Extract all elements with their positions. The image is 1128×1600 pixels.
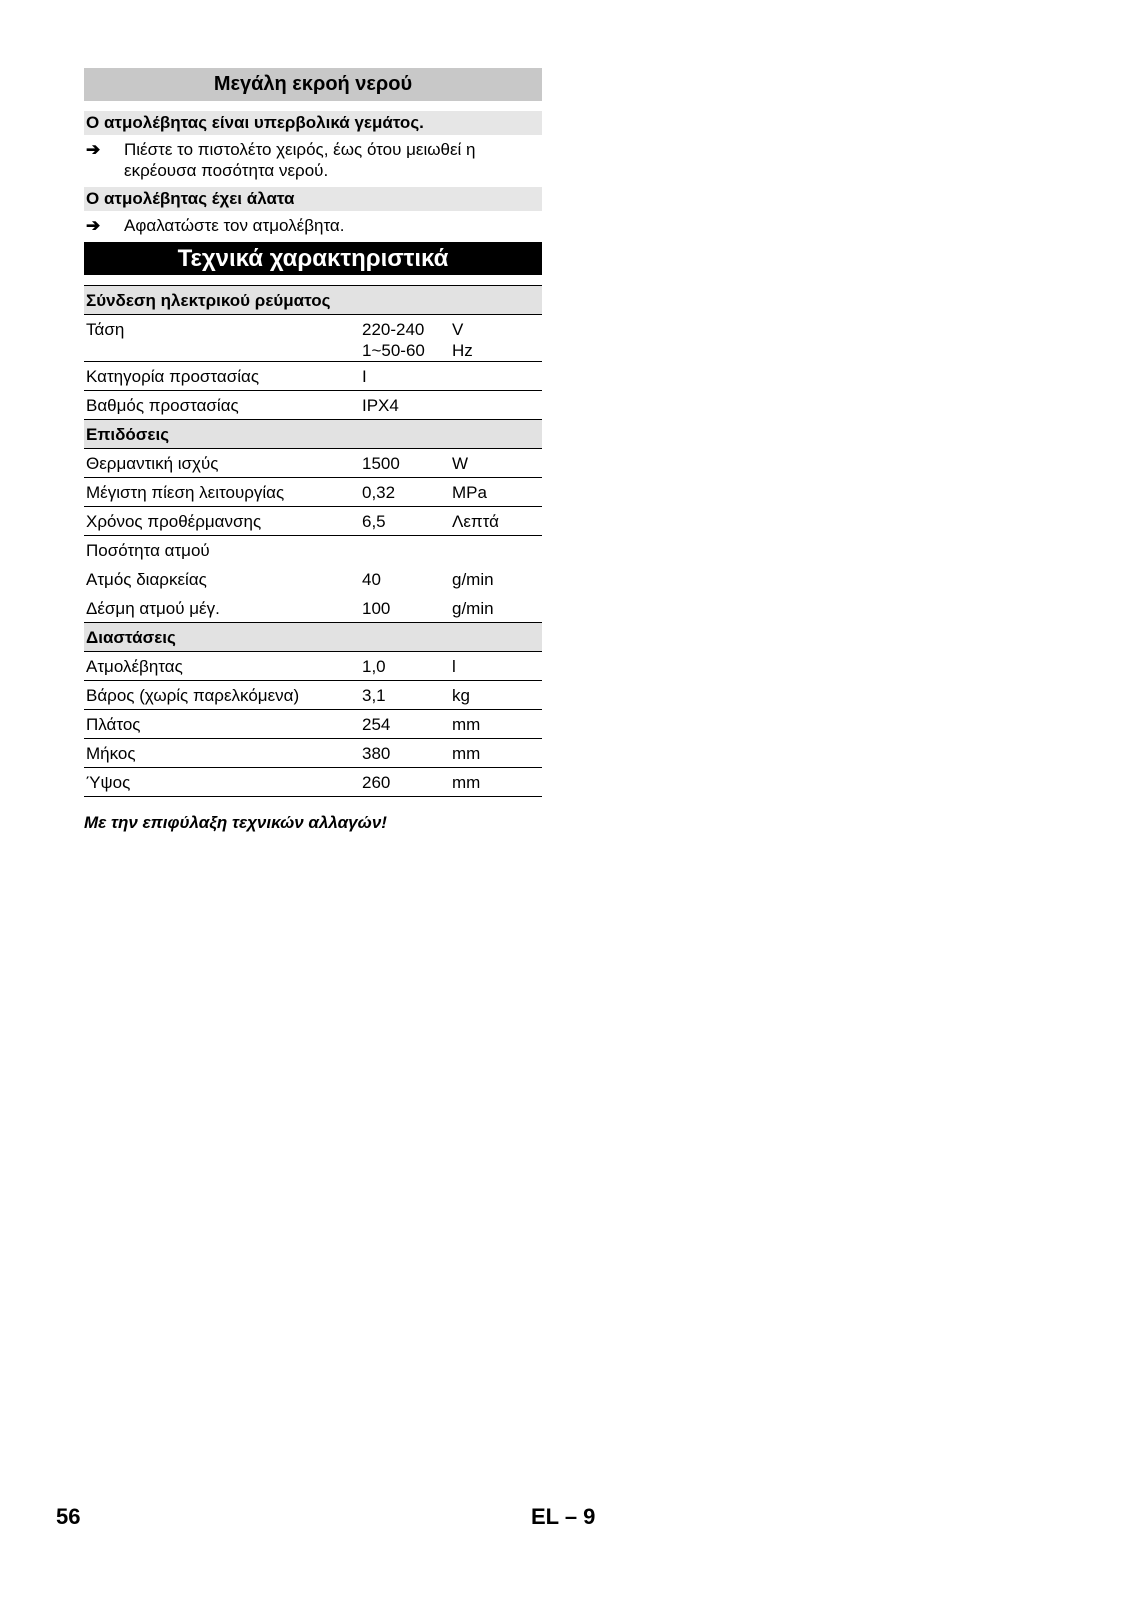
spec-unit (450, 315, 542, 362)
spec-label: Ατμός διαρκείας (86, 569, 207, 589)
spec-unit: l (450, 652, 542, 681)
spec-label: Βάρος (χωρίς παρελκόμενα) (84, 681, 360, 710)
spec-unit (450, 391, 542, 420)
spec-value: 1,0 (360, 652, 450, 681)
spec-unit: W (450, 449, 542, 478)
spec-value: 40 (362, 569, 381, 589)
spec-row (84, 478, 542, 507)
spec-unit (450, 362, 542, 391)
spec-label: Τάση (84, 315, 360, 362)
spec-label: Κατηγορία προστασίας (84, 362, 360, 391)
technical-changes-note: Με την επιφύλαξη τεχνικών αλλαγών! (84, 813, 387, 832)
spec-label: Δέσμη ατμού μέγ. (86, 598, 220, 618)
spec-row (84, 507, 542, 536)
spec-unit: kg (450, 681, 542, 710)
spec-row (84, 362, 542, 391)
language-page-label: EL – 9 (531, 1504, 596, 1529)
spec-value: 260 (360, 768, 450, 797)
spec-group-title: Επιδόσεις (84, 420, 542, 449)
spec-unit: g/min (452, 569, 494, 589)
spec-value: 254 (360, 710, 450, 739)
fault-title: Ο ατμολέβητας είναι υπερβολικά γεμάτος. (84, 111, 542, 135)
troubleshooting-header: Μεγάλη εκροή νερού (84, 68, 542, 101)
spec-row (84, 710, 542, 739)
spec-row (84, 536, 542, 565)
spec-row (84, 449, 542, 478)
spec-group-title: Σύνδεση ηλεκτρικού ρεύματος (84, 286, 542, 315)
spec-row (84, 594, 542, 623)
spec-label: Μέγιστη πίεση λειτουργίας (84, 478, 360, 507)
spec-value-line: 1~50-60 (362, 341, 425, 360)
spec-unit: g/min (452, 598, 494, 618)
spec-value (360, 315, 450, 362)
arrow-right-icon: ➔ (86, 216, 101, 235)
spec-value: I (360, 362, 450, 391)
spec-label: Ποσότητα ατμού (86, 541, 210, 560)
spec-value: 0,32 (360, 478, 450, 507)
spec-value: 100 (362, 598, 391, 618)
spec-unit: mm (450, 768, 542, 797)
remedy-text: Πιέστε το πιστολέτο χειρός, έως ότου μειωθεί η εκρέουσα ποσότητα νερού. (124, 140, 476, 180)
spec-label: Θερμαντική ισχύς (84, 449, 360, 478)
spec-label: Ατμολέβητας (84, 652, 360, 681)
arrow-right-icon: ➔ (86, 140, 101, 159)
spec-value-line: 220-240 (362, 320, 425, 339)
spec-unit: mm (450, 739, 542, 768)
spec-unit: MPa (450, 478, 542, 507)
spec-label: Μήκος (84, 739, 360, 768)
spec-value: 1500 (360, 449, 450, 478)
spec-unit-line: Hz (452, 341, 473, 360)
remedy-text: Αφαλατώστε τον ατμολέβητα. (124, 216, 345, 235)
content-column (84, 68, 542, 833)
spec-value: 6,5 (360, 507, 450, 536)
spec-label: Πλάτος (84, 710, 360, 739)
spec-value: 3,1 (360, 681, 450, 710)
spec-row (84, 739, 542, 768)
page-number: 56 (56, 1504, 81, 1529)
tech-specs-header: Τεχνικά χαρακτηριστικά (84, 242, 542, 275)
fault-title: Ο ατμολέβητας έχει άλατα (84, 187, 542, 211)
spec-group-row (84, 623, 542, 652)
spec-label: Χρόνος προθέρμανσης (84, 507, 360, 536)
spec-row (84, 315, 542, 362)
remedy-item (84, 215, 542, 236)
spec-unit (450, 536, 542, 565)
spec-group-row (84, 286, 542, 315)
spec-row (84, 565, 542, 594)
spec-row (84, 652, 542, 681)
spec-unit-line: V (452, 320, 464, 339)
spec-value: 380 (360, 739, 450, 768)
spec-row (84, 391, 542, 420)
spec-group-row (84, 420, 542, 449)
spec-value: IPX4 (362, 396, 399, 415)
remedy-item (84, 139, 542, 181)
spec-row (84, 681, 542, 710)
spec-group-title: Διαστάσεις (84, 623, 542, 652)
spec-label: Ύψος (84, 768, 360, 797)
spec-unit: mm (450, 710, 542, 739)
spec-label: Βαθμός προστασίας (86, 396, 239, 415)
specs-table (84, 285, 542, 797)
spec-row (84, 768, 542, 797)
spec-value (360, 536, 450, 565)
spec-unit: Λεπτά (450, 507, 542, 536)
